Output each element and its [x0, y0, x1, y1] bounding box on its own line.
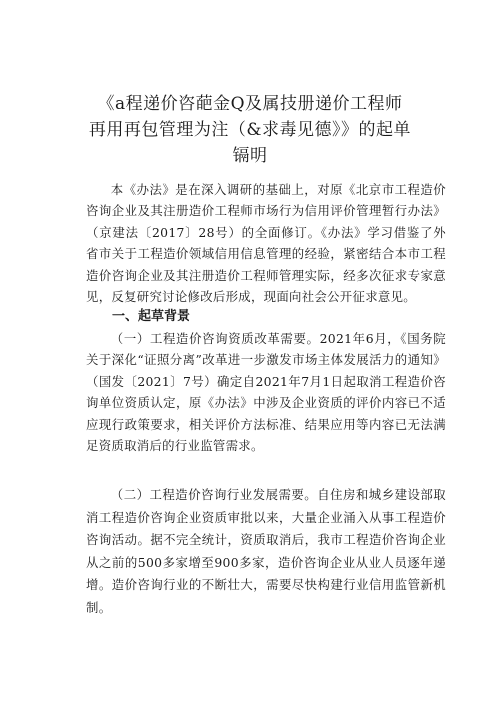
- background-paragraph-1: （一）工程造价咨询资质改革需要。2021年6月，《国务院关于深化“证照分离”改革进一步激发市场主体发展活力的通知》（国发〔2021〕7号）确定自2021年7月1日起取消工程造价咨询单位资质认定，原《办法》中涉及企业资质的评价内容已不适应现行政策要求，相关评价方法标准、结果应用等内容已无法满足资质取消后的行业监管需求。: [86, 331, 446, 454]
- section-heading: 一、起草背景: [112, 309, 191, 324]
- document-title-line-2: 再用再包管理为注（&求毒见德》》的起单: [88, 120, 412, 140]
- document-title-line-1: 《a程递价咨葩金Q及属技册递价工程师: [97, 94, 403, 114]
- intro-paragraph: 本《办法》是在深入调研的基础上，对原《北京市工程造价咨询企业及其注册造价工程师市场行为信用评价管理暂行办法》（京建法〔2017〕28号）的全面修订。《办法》学习借鉴了外省市关于工程造价领域信用信息管理的经验，紧密结合本市工程造价咨询企业及其注册造价工程师管理实际，经多次征求专家意见，反复研究讨论修改后形成，现面向社会公开征求意见。: [86, 182, 446, 305]
- document-title-line-3: 镉明: [232, 146, 268, 166]
- background-paragraph-2: （二）工程造价咨询行业发展需要。自住房和城乡建设部取消工程造价咨询企业资质审批以来，大量企业涌入从事工程造价咨询活动。据不完全统计，资质取消后，我市工程造价咨询企业从之前的500多家增至900多家，造价咨询企业从业人员逐年递增。造价咨询行业的不断壮大，需要尽快构建行业信用监管新机制。: [86, 487, 446, 615]
